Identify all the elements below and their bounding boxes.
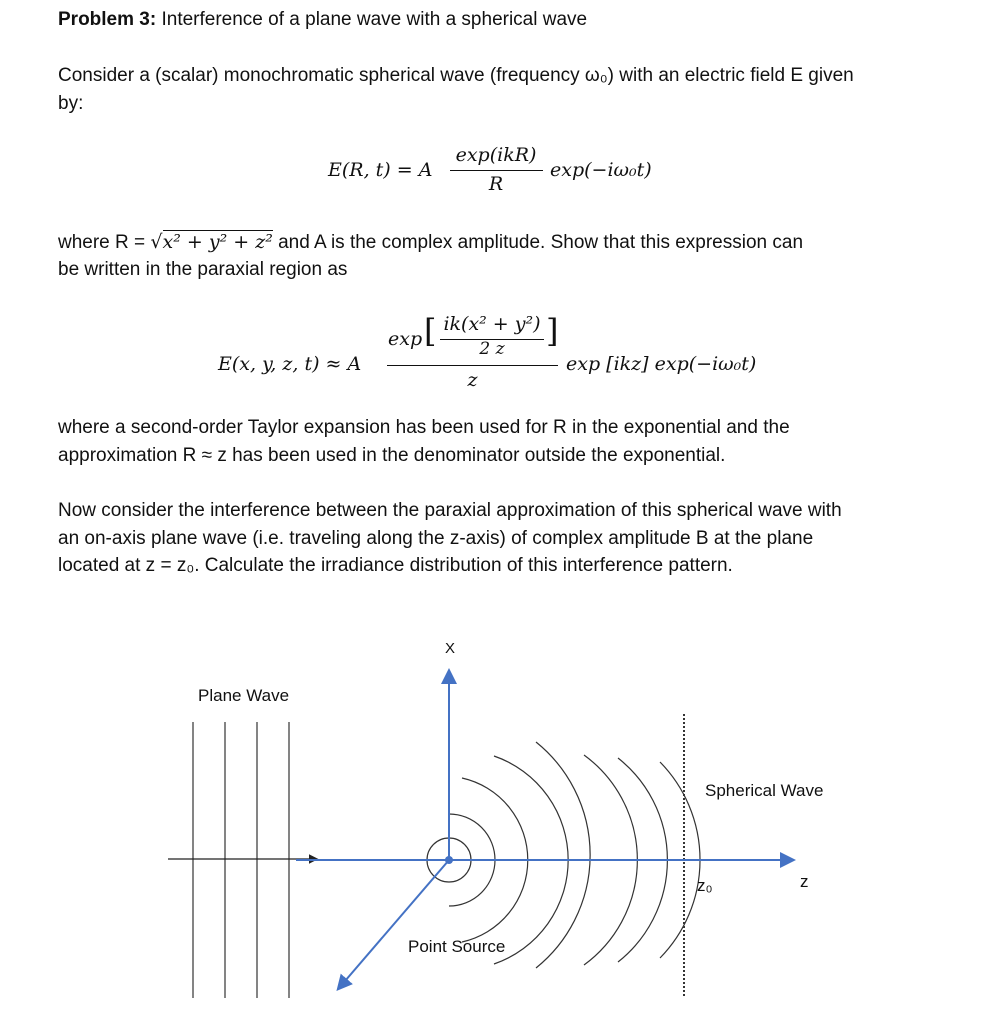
now-line-3: located at z = z₀. Calculate the irradiance distribution of this interference pattern. <box>58 555 733 576</box>
where-r-suffix: and A is the complex amplitude. Show that this expression can <box>278 232 804 253</box>
eq2-inner-denominator: 2 z <box>479 339 505 359</box>
z0-label: z₀ <box>697 876 713 895</box>
eq2-denominator: z <box>467 369 478 391</box>
point-source-dot <box>445 856 453 864</box>
plane-wave-label: Plane Wave <box>198 686 290 705</box>
eq2-rhs: exp [ikz] exp(−iω₀t) <box>566 353 757 375</box>
now-line-1: Now consider the interference between the paraxial approximation of this spherical wave with <box>58 500 842 521</box>
problem-number: Problem 3: <box>58 9 157 30</box>
spherical-wave-label: Spherical Wave <box>705 781 824 800</box>
eq2-right-bracket: ] <box>546 312 559 350</box>
where-line-2: be written in the paraxial region as <box>58 259 348 280</box>
eq1-rhs: exp(−iω₀t) <box>550 159 652 181</box>
sqrt-symbol: √ <box>150 231 163 253</box>
z-axis-label: z <box>800 872 809 891</box>
eq2-exp-word: exp <box>388 328 423 350</box>
eq1-numerator: exp(ikR) <box>455 144 537 166</box>
taylor-line-1: where a second-order Taylor expansion has been used for R in the exponential and the <box>58 417 790 438</box>
now-line-2: an on-axis plane wave (i.e. traveling along the z-axis) of complex amplitude B at the plane <box>58 528 814 549</box>
problem-title: Interference of a plane wave with a spherical wave <box>156 9 588 30</box>
plane-wavefronts <box>193 722 289 998</box>
eq1-denominator: R <box>488 173 504 195</box>
eq2-inner-numerator: ik(x² + y²) <box>443 313 541 335</box>
spherical-wavefronts <box>427 742 700 968</box>
x-axis-label: X <box>445 640 456 657</box>
spherical-wavefront-5 <box>536 742 590 968</box>
eq2-left-bracket: [ <box>424 312 437 350</box>
intro-line-2: by: <box>58 93 84 114</box>
sqrt-radicand: x² + y² + z² <box>162 231 273 253</box>
eq2-lhs: E(x, y, z, t) ≈ A <box>218 353 362 375</box>
taylor-line-2: approximation R ≈ z has been used in the denominator outside the exponential. <box>58 445 726 466</box>
y-axis <box>339 860 449 988</box>
point-source-label: Point Source <box>408 937 506 956</box>
where-r-prefix: where R = <box>58 232 146 253</box>
eq1-lhs: E(R, t) = A <box>328 159 433 181</box>
intro-line-1: Consider a (scalar) monochromatic spherical wave (frequency ω₀) with an electric field E given <box>58 65 854 86</box>
